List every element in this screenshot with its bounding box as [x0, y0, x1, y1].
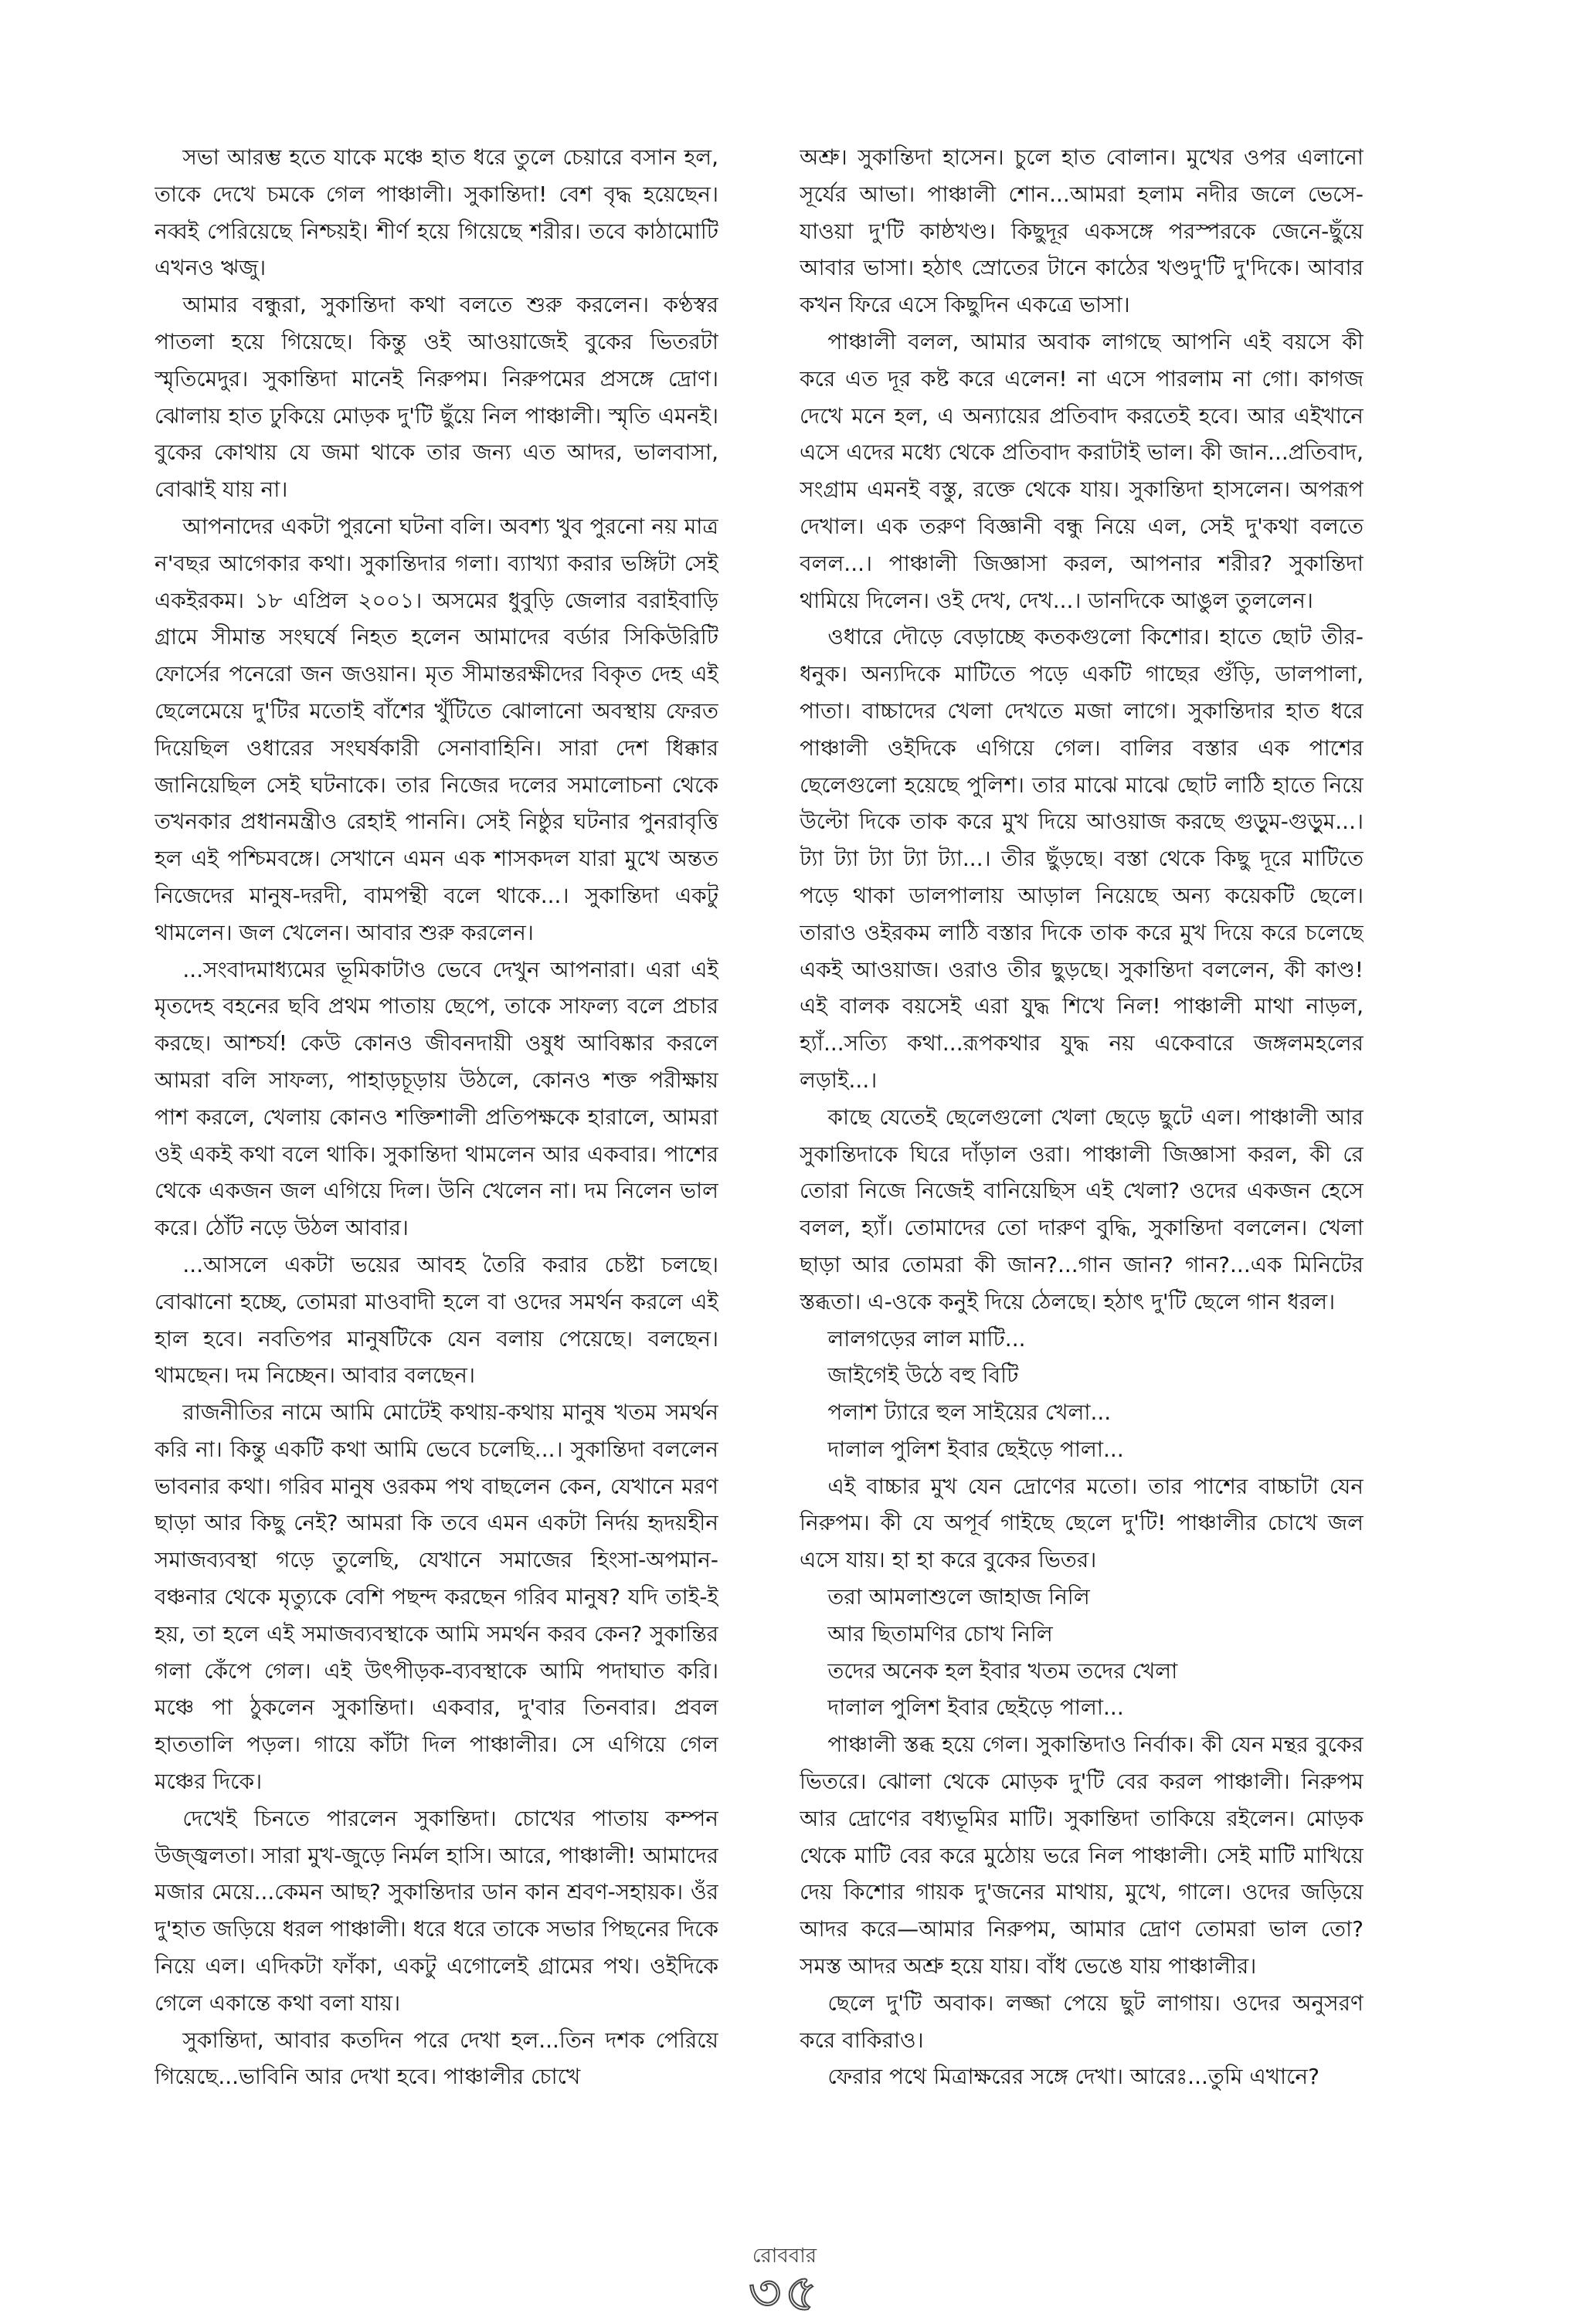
page-number: ৩৫: [748, 2263, 821, 2322]
song-verse: [800, 1321, 1364, 1468]
right-text-column: [800, 139, 1364, 2228]
verse-line: লালগড়ের লাল মাটি...: [827, 1325, 1026, 1352]
paragraph: ওধারে দৌড়ে বেড়াচ্ছে কতকগুলো কিশোর। হাতে ছোট তীর-ধনুক। অন্যদিকে মাটিতে পড়ে একটি গাছের গুঁড়ি, ডালপালা, পাতা। বাচ্চাদের খেলা দেখতে মজা লাগে। সুকান্তিদার হাত ধরে পাঞ্চালী ওইদিকে এগিয়ে গেল। বালির বস্তার এক পাশের ছেলেগুলো হয়েছে পুলিশ। তার মাঝে মাঝে ছোট লাঠি হাতে নিয়ে উল্টো দিকে তাক করে মুখ দিয়ে আওয়াজ করছে গুড়ুম-গুড়ুম...। ট্যা ট্যা ট্যা ট্যা ট্যা...। তীর ছুঁড়ছে। বস্তা থেকে কিছু দূরে মাটিতে পড়ে থাকা ডালপালায় আড়াল নিয়েছে অন্য কয়েকটি ছেলে। তারাও ওইরকম লাঠি বস্তার দিকে তাক করে মুখ দিয়ে করে চলেছে একই আওয়াজ। ওরাও তীর ছুড়ছে। সুকান্তিদা বললেন, কী কাণ্ড! এই বালক বয়সেই এরা যুদ্ধ শিখে নিল! পাঞ্চালী মাথা নাড়ল, হ্যাঁ...সত্যি কথা...রূপকথার যুদ্ধ নয় একেবারে জঙ্গলমহলের লড়াই...।: [800, 624, 1364, 1093]
paragraph: ...সংবাদমাধ্যমের ভূমিকাটাও ভেবে দেখুন আপনারা। এরা এই মৃতদেহ বহনের ছবি প্রথম পাতায় ছেপে, তাকে সাফল্য বলে প্রচার করছে। আশ্চর্য! কেউ কোনও জীবনদায়ী ওষুধ আবিষ্কার করলে আমরা বলি সাফল্য, পাহাড়চূড়ায় উঠলে, কোনও শক্ত পরীক্ষায় পাশ করলে, খেলায় কোনও শক্তিশালী প্রতিপক্ষকে হারালে, আমরা ওই একই কথা বলে থাকি। সুকান্তিদা থামলেন আর একবার। পাশের থেকে একজন জল এগিয়ে দিল। উনি খেলেন না। দম নিলেন ভাল করে। ঠোঁট নড়ে উঠল আবার।: [155, 956, 718, 1241]
verse-line: দালাল পুলিশ ইবার ছেইড়ে পালা...: [827, 1436, 1124, 1462]
verse-line: পলাশ ট্যারে হুল সাইয়ের খেলা...: [827, 1399, 1112, 1426]
paragraph: কাছে যেতেই ছেলেগুলো খেলা ছেড়ে ছুটে এল। পাঞ্চালী আর সুকান্তিদাকে ঘিরে দাঁড়াল ওরা। পাঞ্চালী জিজ্ঞাসা করল, কী রে তোরা নিজে নিজেই বানিয়েছিস এই খেলা? ওদের একজন হেসে বলল, হ্যাঁ। তোমাদের তো দারুণ বুদ্ধি, সুকান্তিদা বললেন। খেলা ছাড়া আর তোমরা কী জান?...গান জান? গান?...এক মিনিটের স্তব্ধতা। এ-ওকে কনুই দিয়ে ঠেলছে। হঠাৎ দু'টি ছেলে গান ধরল।: [800, 1104, 1364, 1315]
paragraph: আপনাদের একটা পুরনো ঘটনা বলি। অবশ্য খুব পুরনো নয় মাত্র ন'বছর আগেকার কথা। সুকান্তিদার গলা। ব্যাখ্যা করার ভঙ্গিটা সেই একইরকম। ১৮ এপ্রিল ২০০১। অসমের ধুবুড়ি জেলার বরাইবাড়ি গ্রামে সীমান্ত সংঘর্ষে নিহত হলেন আমাদের বর্ডার সিকিউরিটি ফোর্সের পনেরো জন জওয়ান। মৃত সীমান্তরক্ষীদের বিকৃত দেহ এই ছেলেমেয়ে দু'টির মতোই বাঁশের খুঁটিতে ঝোলানো অবস্থায় ফেরত দিয়েছিল ওধারের সংঘর্ষকারী সেনাবাহিনি। সারা দেশ ধিক্কার জানিয়েছিল সেই ঘটনাকে। তার নিজের দলের সমালোচনা থেকে তখনকার প্রধানমন্ত্রীও রেহাই পাননি। সেই নিষ্ঠুর ঘটনার পুনরাবৃত্তি হল এই পশ্চিমবঙ্গে। সেখানে এমন এক শাসকদল যারা মুখে অন্তত নিজেদের মানুষ-দরদী, বামপন্থী বলে থাকে...। সুকান্তিদা একটু থামলেন। জল খেলেন। আবার শুরু করলেন।: [155, 513, 718, 945]
paragraph: আমার বন্ধুরা, সুকান্তিদা কথা বলতে শুরু করলেন। কণ্ঠস্বর পাতলা হয়ে গিয়েছে। কিন্তু ওই আওয়াজেই বুকের ভিতরটা স্মৃতিমেদুর। সুকান্তিদা মানেই নিরুপম। নিরুপমের প্রসঙ্গে দ্রোণ। ঝোলায় হাত ঢুকিয়ে মোড়ক দু'টি ছুঁয়ে নিল পাঞ্চালী। স্মৃতি এমনই। বুকের কোথায় যে জমা থাকে তার জন্য এত আদর, ভালবাসা, বোঝাই যায় না।: [155, 292, 718, 503]
verse-line: দালাল পুলিশ ইবার ছেইড়ে পালা...: [827, 1695, 1124, 1721]
verse-line: জাইগেই উঠে বহু বিটি: [827, 1362, 1019, 1389]
magazine-name: রোববার: [752, 2244, 817, 2268]
paragraph: পাঞ্চালী স্তব্ধ হয়ে গেল। সুকান্তিদাও নির্বাক। কী যেন মন্থর বুকের ভিতরে। ঝোলা থেকে মোড়ক দু'টি বের করল পাঞ্চালী। নিরুপম আর দ্রোণের বধ্যভূমির মাটি। সুকান্তিদা তাকিয়ে রইলেন। মোড়ক থেকে মাটি বের করে মুঠোয় ভরে নিল পাঞ্চালী। সেই মাটি মাখিয়ে দেয় কিশোর গায়ক দু'জনের মাথায়, মুখে, গালে। ওদের জড়িয়ে আদর করে—আমার নিরুপম, আমার দ্রোণ তোমরা ভাল তো? সমস্ত আদর অশ্রু হয়ে যায়। বাঁধ ভেঙে যায় পাঞ্চালীর।: [800, 1732, 1364, 1980]
paragraph: সুকান্তিদা, আবার কতদিন পরে দেখা হল...তিন দশক পেরিয়ে গিয়েছে...ভাবিনি আর দেখা হবে। পাঞ্চালীর চোখে: [155, 2027, 718, 2090]
paragraph: পাঞ্চালী বলল, আমার অবাক লাগছে আপনি এই বয়সে কী করে এত দূর কষ্ট করে এলেন! না এসে পারলাম না গো। কাগজ দেখে মনে হল, এ অন্যায়ের প্রতিবাদ করতেই হবে। আর এইখানে এসে এদের মধ্যে থেকে প্রতিবাদ করাটাই ভাল। কী জান...প্রতিবাদ, সংগ্রাম এমনই বস্তু, রক্তে থেকে যায়। সুকান্তিদা হাসলেন। অপরূপ দেখাল। এক তরুণ বিজ্ঞানী বন্ধু নিয়ে এল, সেই দু'কথা বলতে বলল...। পাঞ্চালী জিজ্ঞাসা করল, আপনার শরীর? সুকান্তিদা থামিয়ে দিলেন। ওই দেখ, দেখ...। ডানদিকে আঙুল তুললেন।: [800, 328, 1364, 613]
song-verse: [800, 1579, 1364, 1726]
paragraph: সভা আরম্ভ হতে যাকে মঞ্চে হাত ধরে তুলে চেয়ারে বসান হল, তাকে দেখে চমকে গেল পাঞ্চালী। সুকান্তিদা! বেশ বৃদ্ধ হয়েছেন। নব্বই পেরিয়েছে নিশ্চয়ই। শীর্ণ হয়ে গিয়েছে শরীর। তবে কাঠামোটি এখনও ঋজু।: [155, 144, 718, 281]
paragraph: ছেলে দু'টি অবাক। লজ্জা পেয়ে ছুট লাগায়। ওদের অনুসরণ করে বাকিরাও।: [800, 1990, 1364, 2053]
paragraph: অশ্রু। সুকান্তিদা হাসেন। চুলে হাত বোলান। মুখের ওপর এলানো সূর্যের আভা। পাঞ্চালী শোন...আমরা হলাম নদীর জলে ভেসে-যাওয়া দু'টি কাষ্ঠখণ্ড। কিছুদূর একসঙ্গে পরস্পরকে জেনে-ছুঁয়ে আবার ভাসা। হঠাৎ স্রোতের টানে কাঠের খণ্ডদু'টি দু'দিকে। আবার কখন ফিরে এসে কিছুদিন একত্রে ভাসা।: [800, 144, 1364, 318]
verse-line: আর ছিতামণির চোখ নিলি: [827, 1620, 1053, 1647]
paragraph: ফেরার পথে মিত্রাক্ষরের সঙ্গে দেখা। আরেঃ...তুমি এখানে?: [827, 2064, 1319, 2090]
paragraph: এই বাচ্চার মুখ যেন দ্রোণের মতো। তার পাশের বাচ্চাটা যেন নিরুপম। কী যে অপূর্ব গাইছে ছেলে দু'টি! পাঞ্চালীর চোখে জল এসে যায়। হা হা করে বুকের ভিতর।: [800, 1473, 1364, 1573]
verse-line: তদের অনেক হল ইবার খতম তদের খেলা: [827, 1657, 1178, 1684]
left-text-column: [155, 139, 718, 2228]
paragraph: রাজনীতির নামে আমি মোটেই কথায়-কথায় মানুষ খতম সমর্থন করি না। কিন্তু একটি কথা আমি ভেবে চলেছি...। সুকান্তিদা বললেন ভাবনার কথা। গরিব মানুষ ওরকম পথ বাছলেন কেন, যেখানে মরণ ছাড়া আর কিছু নেই? আমরা কি তবে এমন একটা নির্দয় হৃদয়হীন সমাজব্যবস্থা গড়ে তুলেছি, যেখানে সমাজের হিংসা-অপমান-বঞ্চনার থেকে মৃত্যুকে বেশি পছন্দ করছেন গরিব মানুষ? যদি তাই-ই হয়, তা হলে এই সমাজব্যবস্থাকে আমি সমর্থন করব কেন? সুকান্তির গলা কেঁপে গেল। এই উৎপীড়ক-ব্যবস্থাকে আমি পদাঘাত করি। মঞ্চে পা ঠুকলেন সুকান্তিদা। একবার, দু'বার তিনবার। প্রবল হাততালি পড়ল। গায়ে কাঁটা দিল পাঞ্চালীর। সে এগিয়ে গেল মঞ্চের দিকে।: [155, 1399, 718, 1795]
paragraph: ...আসলে একটা ভয়ের আবহ তৈরি করার চেষ্টা চলছে। বোঝানো হচ্ছে, তোমরা মাওবাদী হলে বা ওদের সমর্থন করলে এই হাল হবে। নবতিপর মানুষটিকে যেন বলায় পেয়েছে। বলছেন। থামছেন। দম নিচ্ছেন। আবার বলছেন।: [155, 1251, 718, 1389]
verse-line: তরা আমলাশুলে জাহাজ নিলি: [827, 1584, 1090, 1610]
paragraph: দেখেই চিনতে পারলেন সুকান্তিদা। চোখের পাতায় কম্পন উজ্জ্বলতা। সারা মুখ-জুড়ে নির্মল হাসি। আরে, পাঞ্চালী! আমাদের মজার মেয়ে...কেমন আছ? সুকান্তিদার ডান কান শ্রবণ-সহায়ক। ওঁর দু'হাত জড়িয়ে ধরল পাঞ্চালী। ধরে ধরে তাকে সভার পিছনের দিকে নিয়ে এল। এদিকটা ফাঁকা, একটু এগোলেই গ্রামের পথ। ওইদিকে গেলে একান্তে কথা বলা যায়।: [155, 1805, 718, 2016]
